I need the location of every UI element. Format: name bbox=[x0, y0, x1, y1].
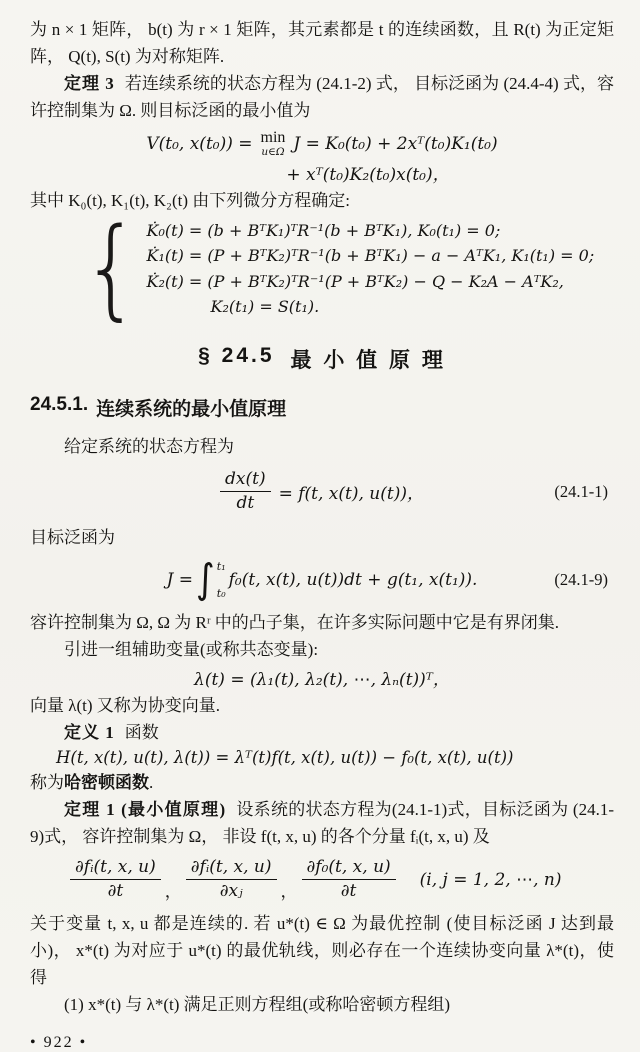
theorem1-body: 设系统的状态方程为(24.1-1)式，目标泛函为 (24.1-9)式， 容许控制集为 Ω， 非设 f(t, x, u) 的各个分量 fᵢ(t, x, u) 及 bbox=[30, 799, 614, 846]
state-equation-rhs: = f(t, x(t), u(t))， bbox=[278, 484, 424, 505]
theorem3-paragraph bbox=[30, 70, 614, 124]
partial1-denominator: ∂t bbox=[107, 881, 124, 902]
separator-comma: ， bbox=[164, 881, 182, 901]
system-brace: { bbox=[82, 204, 141, 332]
where-line: 其中 K₀(t), K₁(t), K₂(t) 由下列微分方程确定: bbox=[30, 190, 350, 210]
hamiltonian-formula bbox=[30, 748, 614, 767]
hamiltonian-name-prefix: 称为 bbox=[30, 772, 64, 792]
ode-system bbox=[82, 204, 614, 332]
objective-functional-equation bbox=[30, 556, 614, 602]
objective-body: f₀(t, x(t), u(t))dt + g(t₁, x(t₁)). bbox=[228, 569, 478, 590]
hamiltonian-name-suffix: . bbox=[149, 772, 154, 792]
definition1-label: 定义 1 bbox=[64, 722, 115, 742]
theorem1-label: 定理 1 (最小值原理) bbox=[64, 799, 227, 819]
min-operator bbox=[261, 130, 286, 158]
subsection-title: 连续系统的最小值原理 bbox=[96, 398, 287, 420]
state-equation-intro: 给定系统的状态方程为 bbox=[64, 436, 234, 456]
continuity-paragraph: 关于变量 t, x, u 都是连续的. 若 u*(t) ∈ Ω 为最优控制 (使目标泛函 J 达到最小)， x*(t) 为对应于 u*(t) 的最优轨线，则必存在一个连续协变向量 λ*(t)，使得 bbox=[30, 913, 614, 987]
partial2-denominator: ∂xⱼ bbox=[219, 881, 243, 902]
ode-line-k0: K̇₀(t) = (b + BᵀK₁)ᵀR⁻¹(b + BᵀK₁), K₀(t₁) = 0; bbox=[146, 220, 501, 240]
theorem1-paragraph bbox=[30, 796, 614, 850]
objective-lhs: J = bbox=[166, 569, 194, 590]
lambda-vector-expression: λ(t) = (λ₁(t), λ₂(t), ⋯, λₙ(t))ᵀ， bbox=[194, 669, 450, 690]
definition1-body: 函数 bbox=[124, 722, 159, 742]
partial-derivatives-row bbox=[70, 858, 614, 902]
section-heading bbox=[30, 344, 614, 374]
hamiltonian-expression: H(t, x(t), u(t), λ(t)) = λᵀ(t)f(t, x(t), u(t)) − f₀(t, x(t), u(t)) bbox=[56, 747, 514, 767]
intro-paragraph: 为 n × 1 矩阵， b(t) 为 r × 1 矩阵，其元素都是 t 的连续函数，且 R(t) 为正定矩阵， Q(t), S(t) 为对称矩阵. bbox=[30, 20, 614, 66]
hamiltonian-name-line bbox=[30, 769, 614, 796]
integral-upper-limit: t₁ bbox=[216, 559, 226, 573]
integral-group bbox=[196, 556, 226, 602]
page-number: • 922 • bbox=[30, 1033, 88, 1051]
subsection-number: 24.5.1. bbox=[30, 393, 89, 415]
section-number: § 24.5 bbox=[198, 343, 275, 367]
theorem3-body: 若连续系统的状态方程为 (24.1-2) 式， 目标泛函为 (24.4-4) 式，容许控制集为 Ω. 则目标泛函的最小值为 bbox=[30, 74, 615, 120]
value-formula-line1: J = K₀(t₀) + 2xᵀ(t₀)K₁(t₀) bbox=[293, 133, 498, 154]
state-equation bbox=[30, 470, 614, 514]
section-title: 最 小 值 原 理 bbox=[290, 348, 446, 372]
definition1-paragraph bbox=[30, 719, 614, 746]
ode-lines bbox=[147, 218, 595, 320]
partial2-numerator: ∂fᵢ(t, x, u) bbox=[186, 858, 277, 881]
ode-line-k1: K̇₁(t) = (P + BᵀK₂)ᵀR⁻¹(b + BᵀK₁) − a − AᵀK₁, K₁(t₁) = 0; bbox=[146, 246, 595, 265]
separator-comma: ， bbox=[280, 881, 298, 901]
admissible-set-line: 容许控制集为 Ω, Ω 为 Rʳ 中的凸子集，在许多实际问题中它是有界闭集. bbox=[30, 612, 560, 632]
partial-derivative-1 bbox=[70, 858, 161, 902]
state-equation-denominator: dt bbox=[236, 493, 255, 514]
partial3-denominator: ∂t bbox=[340, 881, 357, 902]
partial-derivative-2 bbox=[186, 858, 277, 902]
min-operator-label: min bbox=[260, 129, 286, 146]
partial-derivative-3 bbox=[302, 858, 396, 902]
ode-line-k2: K̇₂(t) = (P + BᵀK₂)ᵀR⁻¹(P + BᵀK₂) − Q − K₂A − AᵀK₂, bbox=[146, 271, 564, 291]
value-formula-lhs: V(t₀, x(t₀)) = bbox=[146, 133, 253, 154]
objective-equation-number: (24.1-9) bbox=[554, 569, 608, 589]
partial1-numerator: ∂fᵢ(t, x, u) bbox=[70, 858, 161, 881]
integral-lower-limit: t₀ bbox=[216, 586, 226, 600]
state-equation-fraction bbox=[220, 470, 271, 514]
partial3-numerator: ∂f₀(t, x, u) bbox=[302, 858, 396, 881]
state-equation-numerator: dx(t) bbox=[220, 470, 271, 493]
integral-sign-icon: ∫ bbox=[196, 556, 215, 602]
auxiliary-variables-intro: 引进一组辅助变量(或称共态变量): bbox=[64, 639, 319, 659]
condition-item-1: (1) x*(t) 与 λ*(t) 满足正则方程组(或称哈密顿方程组) bbox=[64, 994, 450, 1014]
value-function-formula bbox=[30, 130, 614, 185]
lambda-vector-formula bbox=[30, 665, 614, 690]
state-equation-number: (24.1-1) bbox=[554, 481, 608, 501]
value-formula-line2: + xᵀ(t₀)K₂(t₀)x(t₀)， bbox=[286, 164, 450, 185]
hamiltonian-term: 哈密顿函数 bbox=[64, 772, 149, 792]
index-range-note: (i, j = 1, 2, ⋯, n) bbox=[419, 869, 562, 890]
min-operator-subscript: u∈Ω bbox=[261, 146, 285, 158]
theorem3-label: 定理 3 bbox=[64, 74, 115, 93]
covector-line: 向量 λ(t) 又称为协变向量. bbox=[30, 695, 221, 715]
subsection-heading bbox=[30, 394, 614, 421]
objective-intro: 目标泛函为 bbox=[30, 527, 115, 547]
ode-line-k2-boundary: K₂(t₁) = S(t₁). bbox=[210, 297, 320, 316]
